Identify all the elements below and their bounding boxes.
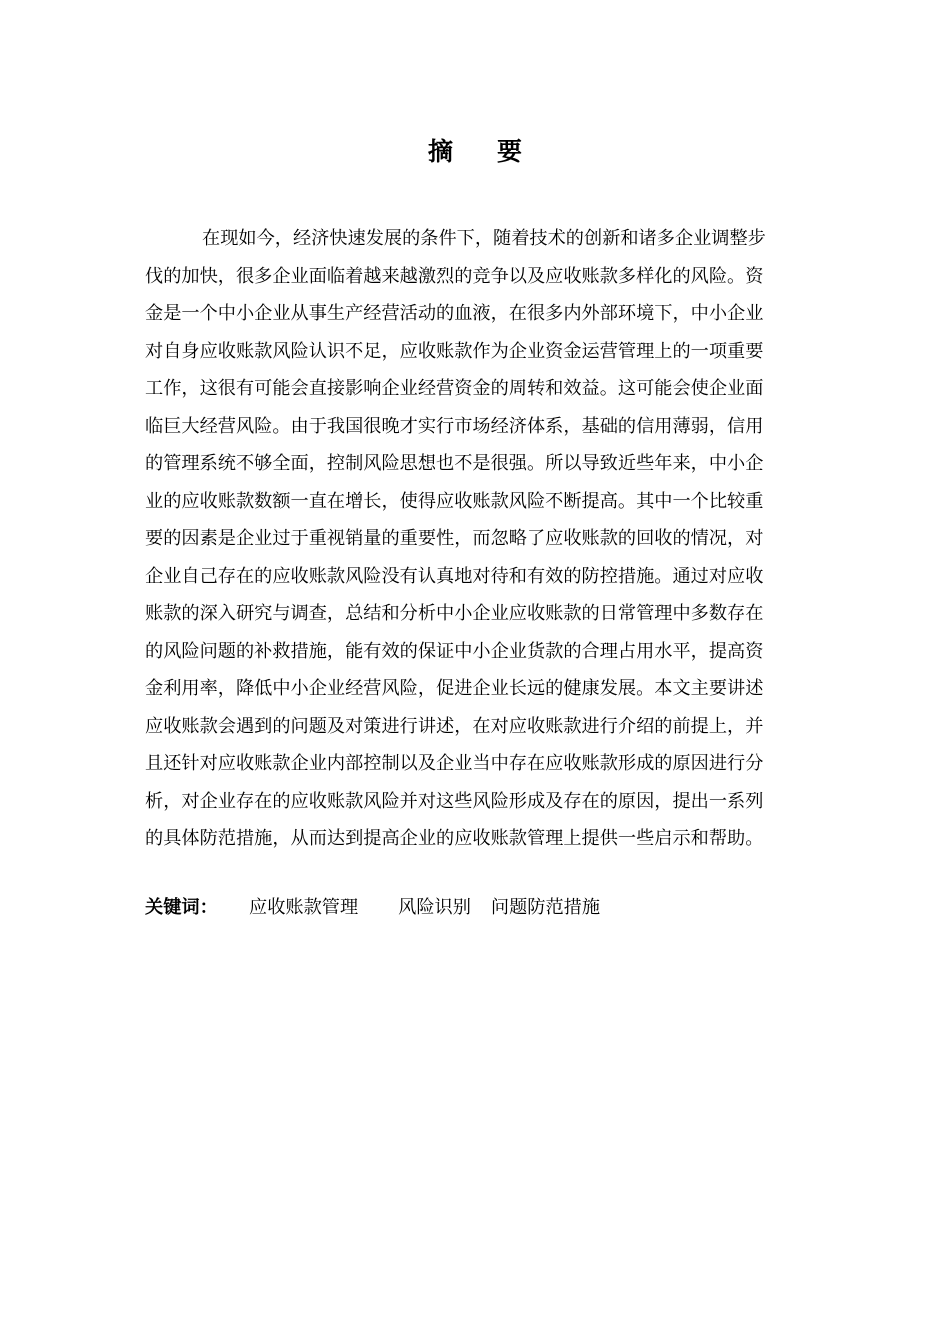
abstract-line: 临巨大经营风险。由于我国很晚才实行市场经济体系，基础的信用薄弱，信用 [145,415,764,437]
abstract-line: 工作，这很有可能会直接影响企业经营资金的周转和效益。这可能会使企业面 [145,378,764,399]
abstract-line: 金利用率，降低中小企业经营风险，促进企业长远的健康发展。本文主要讲述 [145,678,764,699]
abstract-body [145,220,801,858]
abstract-line: 伐的加快，很多企业面临着越来越激烈的竞争以及应收账款多样化的风险。资 [145,265,764,287]
title-char-1: 摘 [427,137,453,166]
keywords-label: 关键词： [145,897,218,918]
abstract-line: 账款的深入研究与调查，总结和分析中小企业应收账款的日常管理中多数存在 [145,603,764,624]
abstract-line: 在现如今，经济快速发展的条件下，随着技术的创新和诸多企业调整步 [202,228,766,249]
abstract-line: 应收账款会遇到的问题及对策进行讲述，在对应收账款进行介绍的前提上，并 [145,715,764,737]
abstract-line: 金是一个中小企业从事生产经营活动的血液，在很多内外部环境下，中小企业 [145,303,764,324]
abstract-line: 析，对企业存在的应收账款风险并对这些风险形成及存在的原因，提出一系列 [145,790,764,812]
keywords-line [145,890,600,926]
abstract-line: 且还针对应收账款企业内部控制以及企业当中存在应收账款形成的原因进行分 [145,753,764,774]
abstract-line: 对自身应收账款风险认识不足，应收账款作为企业资金运营管理上的一项重要 [145,340,764,362]
keyword-item: 应收账款管理 [249,897,359,918]
keyword-item: 问题防范措施 [490,897,601,918]
abstract-line: 的管理系统不够全面，控制风险思想也不是很强。所以导致近些年来，中小企 [145,453,764,474]
abstract-line: 业的应收账款数额一直在增长，使得应收账款风险不断提高。其中一个比较重 [145,490,764,512]
abstract-line: 的风险问题的补救措施，能有效的保证中小企业货款的合理占用水平，提高资 [145,640,764,662]
abstract-line: 的具体防范措施，从而达到提高企业的应收账款管理上提供一些启示和帮助。 [145,828,764,849]
title-char-2: 要 [497,137,523,166]
keyword-item: 风险识别 [398,897,471,918]
abstract-line: 企业自己存在的应收账款风险没有认真地对待和有效的防控措施。通过对应收 [145,565,764,587]
abstract-line: 要的因素是企业过于重视销量的重要性，而忽略了应收账款的回收的情况，对 [145,528,764,549]
page-title [0,134,950,170]
